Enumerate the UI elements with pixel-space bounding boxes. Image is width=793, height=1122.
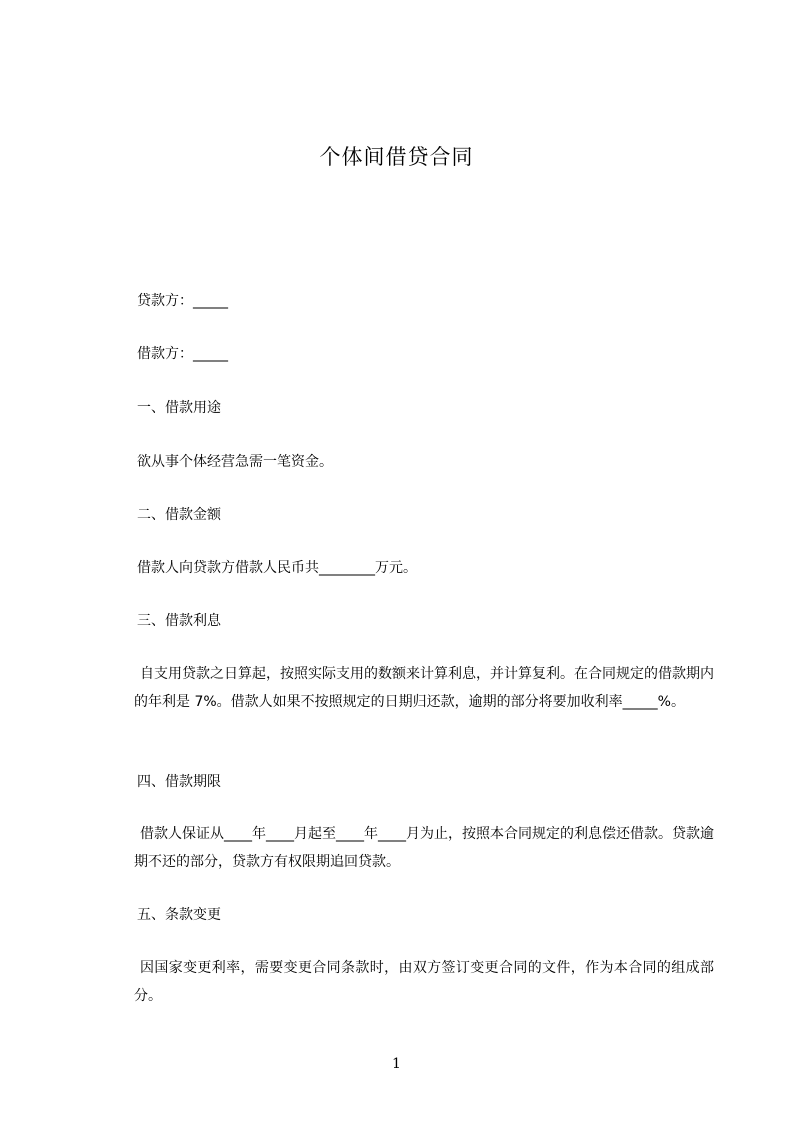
document-title: 个体间借贷合同	[319, 145, 474, 169]
section-body-change: 因国家变更利率，需要变更合同条款时，由双方签订变更合同的文件，作为本合同的组成部分。	[134, 960, 714, 1004]
lender-line: 贷款方：_____	[137, 293, 228, 309]
section-body-purpose: 欲从事个体经营急需一笔资金。	[137, 454, 333, 470]
section-heading-term: 四、借款期限	[137, 774, 221, 790]
section-heading-purpose: 一、借款用途	[137, 400, 221, 416]
section-body-amount: 借款人向贷款方借款人民币共________万元。	[137, 560, 417, 576]
page-number: 1	[392, 1056, 401, 1072]
section-heading-amount: 二、借款金额	[137, 507, 221, 523]
borrower-line: 借款方：_____	[137, 346, 228, 362]
section-heading-interest: 三、借款利息	[137, 613, 221, 629]
section-heading-change: 五、条款变更	[137, 907, 221, 923]
section-body-interest: 自支用贷款之日算起，按照实际支用的数额来计算利息，并计算复利。在合同规定的借款期内的年利是 7%。借款人如果不按照规定的日期归还款，逾期的部分将要加收利率_____%。	[134, 666, 714, 710]
section-body-term: 借款人保证从____年____月起至____年____月为止，按照本合同规定的利息偿还借款。贷款逾期不还的部分，贷款方有权限期追回贷款。	[134, 826, 714, 870]
